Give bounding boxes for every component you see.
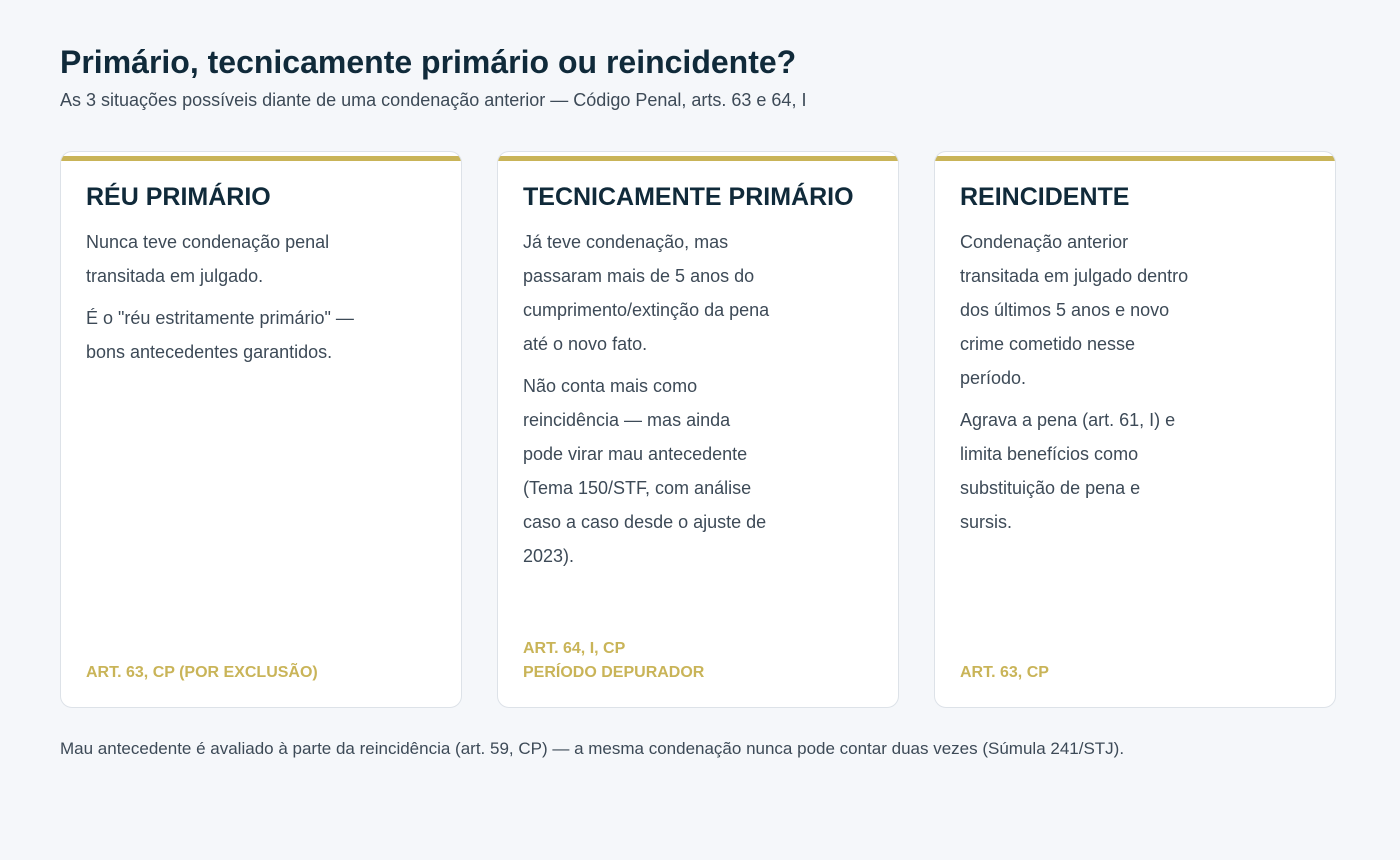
card-reincidente [934, 151, 1336, 708]
card-tecnicamente-primario [497, 151, 899, 708]
card-paragraph: Agrava a pena (art. 61, I) e limita benefícios como substituição de pena e sursis. [960, 410, 1176, 532]
page-title: Primário, tecnicamente primário ou reincidente? [60, 44, 797, 80]
card-body [86, 225, 371, 377]
card-legal-reference-line: PERÍODO DEPURADOR [523, 664, 705, 681]
page-subtitle: As 3 situações possíveis diante de uma condenação anterior — Código Penal, arts. 63 e 64, I [60, 90, 807, 110]
card-title: RÉU PRIMÁRIO [86, 183, 271, 211]
card-body [523, 225, 773, 581]
footnote: Mau antecedente é avaliado à parte da reincidência (art. 59, CP) — a mesma condenação nunca pode contar duas vezes (Súmula 241/STJ). [60, 739, 1125, 758]
card-paragraph: Já teve condenação, mas passaram mais de 5 anos do cumprimento/extinção da pena até o novo fato. [523, 232, 770, 354]
card-paragraph: Nunca teve condenação penal transitada em julgado. [86, 232, 330, 286]
card-legal-reference-line: ART. 64, I, CP [523, 640, 626, 657]
card-legal-reference [960, 661, 1049, 685]
card-legal-reference [86, 661, 318, 685]
card-paragraph: Não conta mais como reincidência — mas ainda pode virar mau antecedente (Tema 150/STF, com análise caso a caso desde o ajuste de 2023). [523, 376, 767, 566]
card-paragraph: É o "réu estritamente primário" — bons antecedentes garantidos. [86, 308, 354, 362]
card-accent-bar [935, 156, 1335, 161]
card-accent-bar [61, 156, 461, 161]
card-title: TECNICAMENTE PRIMÁRIO [523, 183, 854, 211]
card-legal-reference-line: ART. 63, CP [960, 664, 1049, 681]
card-legal-reference [523, 637, 704, 685]
card-accent-bar [498, 156, 898, 161]
card-body [960, 225, 1195, 547]
card-title: REINCIDENTE [960, 183, 1130, 211]
card-paragraph: Condenação anterior transitada em julgado dentro dos últimos 5 anos e novo crime cometido nesse período. [960, 232, 1189, 388]
card-reu-primario [60, 151, 462, 708]
card-legal-reference-line: ART. 63, CP (POR EXCLUSÃO) [86, 664, 318, 681]
